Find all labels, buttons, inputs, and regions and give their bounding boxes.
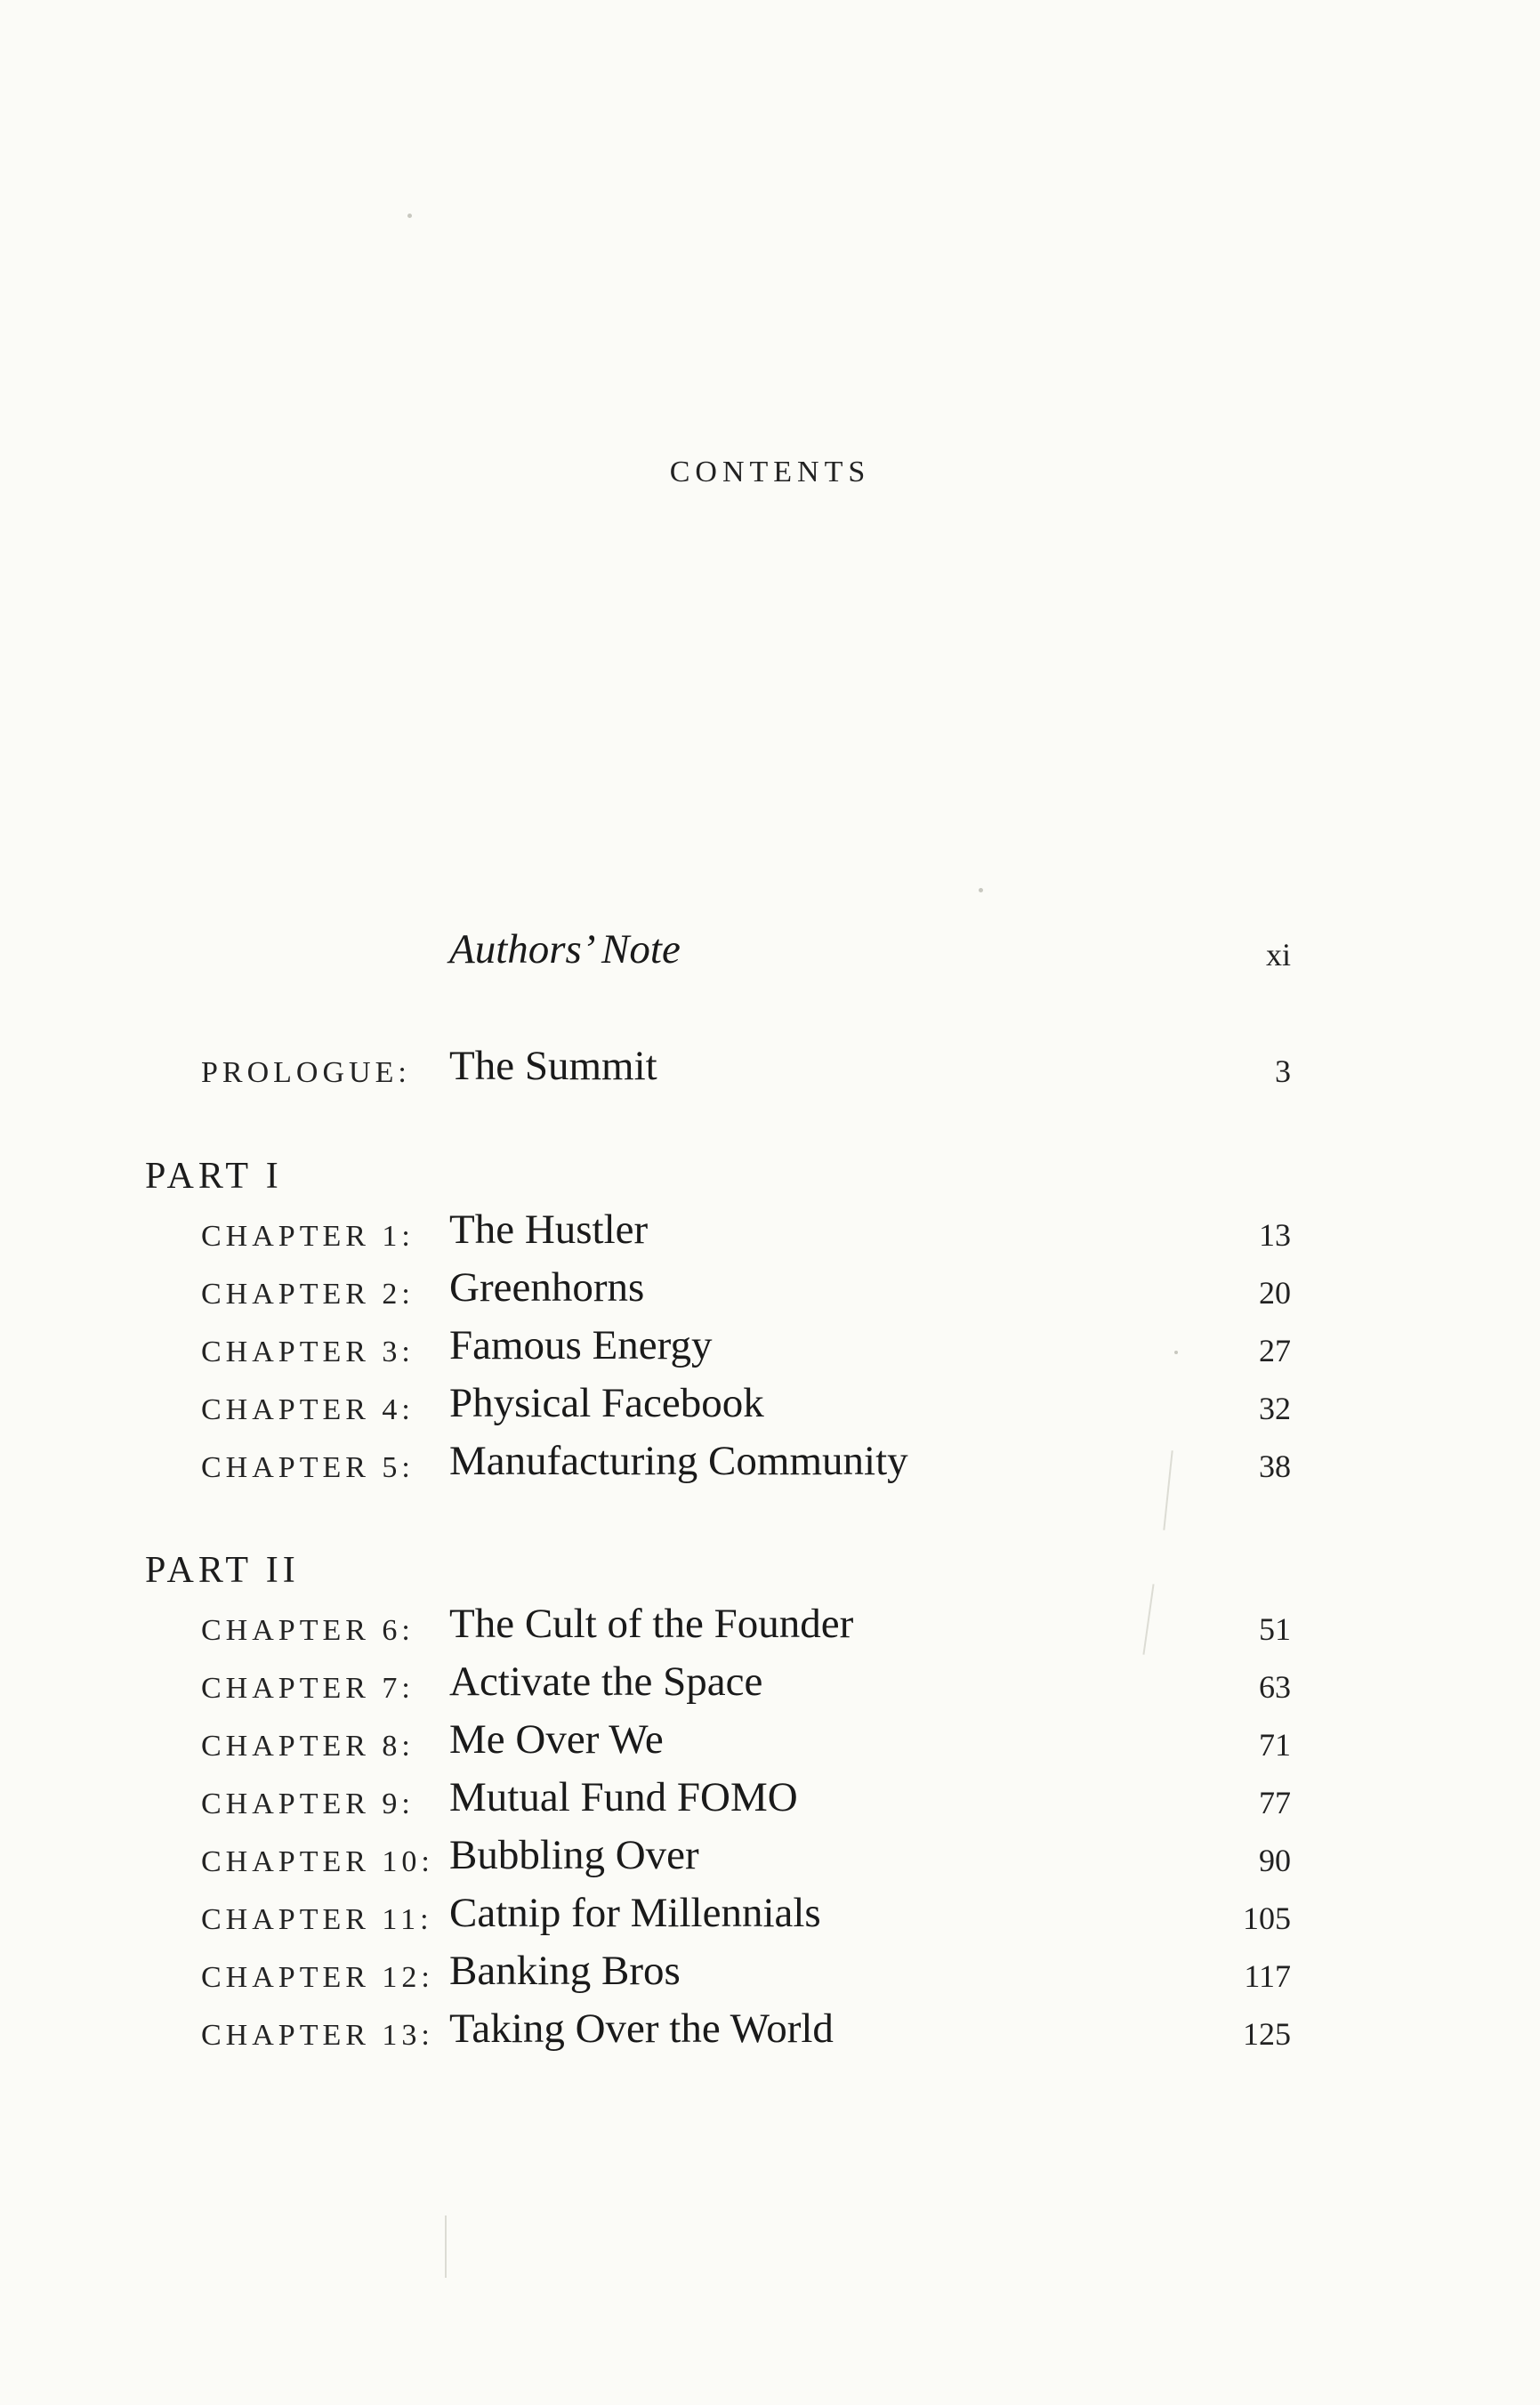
entry-label: CHAPTER 4:: [201, 1393, 415, 1426]
entry-label: CHAPTER 3:: [201, 1336, 415, 1368]
toc-entry-chapter: [0, 1891, 1540, 1944]
toc-entry-chapter: [0, 1659, 1540, 1713]
entry-title: Mutual Fund FOMO: [449, 1774, 798, 1820]
entry-page-number: 63: [1259, 1669, 1291, 1705]
entry-title: Greenhorns: [449, 1264, 645, 1311]
page-title: CONTENTS: [669, 456, 871, 488]
paper-speck: [407, 214, 412, 218]
toc-entry-chapter: [0, 1833, 1540, 1886]
entry-page-number: 51: [1259, 1611, 1291, 1647]
entry-page-number: 3: [1275, 1053, 1291, 1089]
entry-label: CHAPTER 9:: [201, 1788, 415, 1820]
entry-label: CHAPTER 1:: [201, 1220, 415, 1253]
entry-page-number: 105: [1243, 1901, 1291, 1936]
entry-page-number: 20: [1259, 1275, 1291, 1311]
part-heading: PART I: [145, 1156, 283, 1197]
toc-entry-chapter: [0, 2006, 1540, 2060]
entry-page-number: 125: [1243, 2016, 1291, 2052]
toc-entry-chapter: [0, 1323, 1540, 1376]
entry-title: Catnip for Millennials: [449, 1890, 821, 1936]
entry-page-number: 13: [1259, 1217, 1291, 1253]
entry-page-number: 32: [1259, 1391, 1291, 1426]
paper-speck: [979, 888, 983, 892]
entry-page-number: 117: [1244, 1958, 1291, 1994]
entry-title: The Cult of the Founder: [449, 1601, 854, 1647]
entry-label: PROLOGUE:: [201, 1056, 411, 1089]
toc-entry-chapter: [0, 1949, 1540, 2002]
entry-page-number: 27: [1259, 1333, 1291, 1368]
entry-label: CHAPTER 5:: [201, 1451, 415, 1484]
entry-label: CHAPTER 13:: [201, 2019, 434, 2052]
entry-title: Authors’ Note: [449, 926, 681, 972]
entry-title: Banking Bros: [449, 1948, 681, 1994]
entry-title: Bubbling Over: [449, 1832, 699, 1878]
entry-page-number: 71: [1259, 1727, 1291, 1763]
entry-title: The Summit: [449, 1043, 657, 1089]
entry-page-number: xi: [1265, 937, 1291, 972]
entry-label: CHAPTER 2:: [201, 1278, 415, 1311]
entry-title: Manufacturing Community: [449, 1438, 908, 1484]
entry-label: CHAPTER 6:: [201, 1614, 415, 1647]
entry-title: Me Over We: [449, 1716, 664, 1763]
entry-label: CHAPTER 11:: [201, 1903, 433, 1936]
entry-title: Taking Over the World: [449, 2006, 834, 2052]
entry-page-number: 90: [1259, 1843, 1291, 1878]
toc-entry-chapter: [0, 1381, 1540, 1434]
entry-title: Physical Facebook: [449, 1380, 764, 1426]
entry-title: The Hustler: [449, 1207, 649, 1253]
part-heading: PART II: [145, 1550, 300, 1591]
toc-entry-chapter: [0, 1207, 1540, 1261]
toc-entry-chapter: [0, 1439, 1540, 1492]
entry-label: CHAPTER 10:: [201, 1845, 434, 1878]
entry-page-number: 38: [1259, 1449, 1291, 1484]
toc-entry-authors-note: [0, 927, 1540, 981]
entry-page-number: 77: [1259, 1785, 1291, 1820]
entry-label: CHAPTER 12:: [201, 1961, 434, 1994]
toc-entry-prologue: [0, 1044, 1540, 1097]
toc-entry-chapter: [0, 1602, 1540, 1655]
toc-entry-chapter: [0, 1265, 1540, 1319]
entry-title: Activate the Space: [449, 1658, 763, 1705]
entry-title: Famous Energy: [449, 1322, 713, 1368]
paper-scratch: [445, 2215, 447, 2278]
toc-entry-chapter: [0, 1717, 1540, 1771]
toc-entry-chapter: [0, 1775, 1540, 1828]
entry-label: CHAPTER 7:: [201, 1672, 415, 1705]
entry-label: CHAPTER 8:: [201, 1730, 415, 1763]
